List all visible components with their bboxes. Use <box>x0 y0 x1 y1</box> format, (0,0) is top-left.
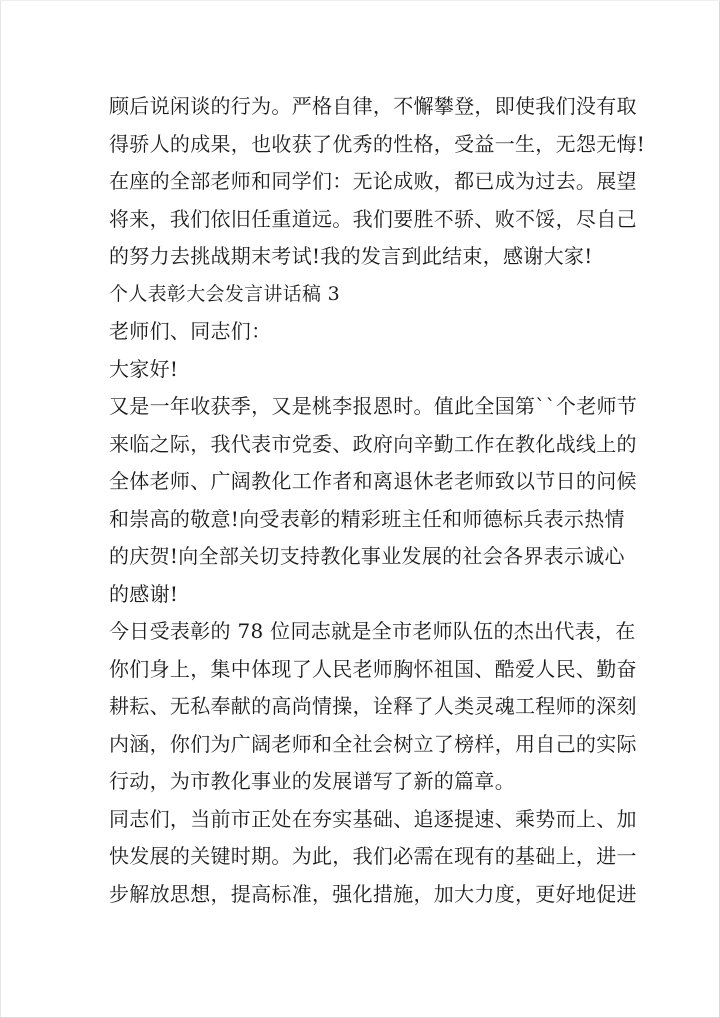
text-line: 和崇高的敬意!向受表彰的精彩班主任和师德标兵表示热情 <box>109 506 625 531</box>
salutation-line: 老师们、同志们： <box>109 319 272 343</box>
text-line: 今日受表彰的 78 位同志就是全市老师队伍的杰出代表，在 <box>109 619 636 643</box>
greeting-line: 大家好! <box>109 356 179 381</box>
text-line: 全体老师、广阔教化工作者和离退休老老师致以节日的问候 <box>109 469 637 493</box>
text-line: 同志们，当前市正处在夯实基础、追逐提速、乘势而上、加 <box>109 806 637 831</box>
text-line: 步解放思想，提高标准，强化措施，加大力度，更好地促进 <box>109 881 637 906</box>
text-line: 行动，为市教化事业的发展谱写了新的篇章。 <box>109 769 515 793</box>
text-line: 耕耘、无私奉献的高尚情操，诠释了人类灵魂工程师的深刻 <box>109 694 637 718</box>
section-heading: 个人表彰大会发言讲话稿 3 <box>109 282 341 305</box>
text-line: 来临之际，我代表市党委、政府向辛勤工作在教化战线上的 <box>109 431 637 456</box>
text-line: 得骄人的成果，也收获了优秀的性格，受益一生，无怨无悔! <box>109 131 646 156</box>
text-line: 你们身上，集中体现了人民老师胸怀祖国、酷爱人民、勤奋 <box>109 656 637 681</box>
text-line: 将来，我们依旧任重道远。我们要胜不骄、败不馁，尽自己 <box>109 206 637 231</box>
text-line: 内涵，你们为广阔老师和全社会树立了榜样，用自己的实际 <box>109 731 637 756</box>
text-line: 的感谢! <box>109 581 179 606</box>
text-line: 又是一年收获季，又是桃李报恩时。值此全国第``个老师节 <box>109 394 638 418</box>
text-line: 的庆贺!向全部关切支持教化事业发展的社会各界表示诚心 <box>109 544 625 568</box>
text-line: 顾后说闲谈的行为。严格自律，不懈攀登，即使我们没有取 <box>109 94 637 118</box>
text-line: 的努力去挑战期末考试!我的发言到此结束，感谢大家! <box>109 244 593 268</box>
text-line: 在座的全部老师和同学们：无论成败，都已成为过去。展望 <box>109 169 637 193</box>
document-body <box>109 88 646 913</box>
text-line: 快发展的关键时期。为此，我们必需在现有的基础上，进一 <box>109 844 637 868</box>
